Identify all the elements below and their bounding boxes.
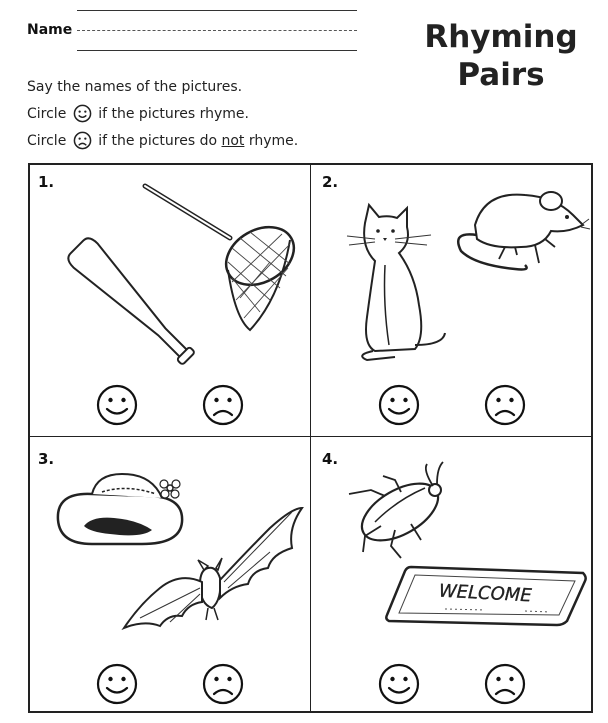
- panel-1-number: 1.: [38, 173, 55, 191]
- panel-3-sad-face-icon[interactable]: [201, 662, 245, 706]
- panel-1-happy-face-icon[interactable]: [95, 383, 139, 427]
- panel-1-sad-face-icon[interactable]: [201, 383, 245, 427]
- title-line-1: Rhyming: [424, 19, 578, 55]
- name-label: Name: [27, 22, 73, 38]
- panel-3-happy-face-icon[interactable]: [95, 662, 139, 706]
- rat-icon: [455, 185, 590, 275]
- net-icon: [140, 178, 305, 338]
- bug-icon: [345, 460, 450, 560]
- instruction-3: Circle if the pictures do not rhyme.: [27, 133, 299, 149]
- bat-animal-icon: [120, 508, 305, 638]
- panel-4-number: 4.: [322, 450, 339, 468]
- name-field-line[interactable]: [77, 50, 357, 51]
- instruction-1: Say the names of the pictures.: [27, 79, 243, 95]
- mat-welcome-text: WELCOME: [438, 580, 533, 607]
- panel-4-happy-face-icon[interactable]: [377, 662, 421, 706]
- grid-divider-horizontal: [28, 436, 593, 437]
- name-line-top: [77, 10, 357, 11]
- name-line-middle: [77, 30, 357, 31]
- panel-2-sad-face-icon[interactable]: [483, 383, 527, 427]
- happy-face-icon: [73, 104, 92, 123]
- instruction-2: Circle if the pictures rhyme.: [27, 106, 249, 122]
- cat-icon: [345, 205, 450, 360]
- grid-divider-vertical: [310, 163, 311, 713]
- mat-icon: [385, 563, 590, 628]
- sad-face-icon: [73, 131, 92, 150]
- panel-4-sad-face-icon[interactable]: [483, 662, 527, 706]
- panel-2-happy-face-icon[interactable]: [377, 383, 421, 427]
- page-title: [412, 18, 590, 94]
- title-line-2: Pairs: [457, 57, 545, 93]
- panel-2-number: 2.: [322, 173, 339, 191]
- panel-3-number: 3.: [38, 450, 55, 468]
